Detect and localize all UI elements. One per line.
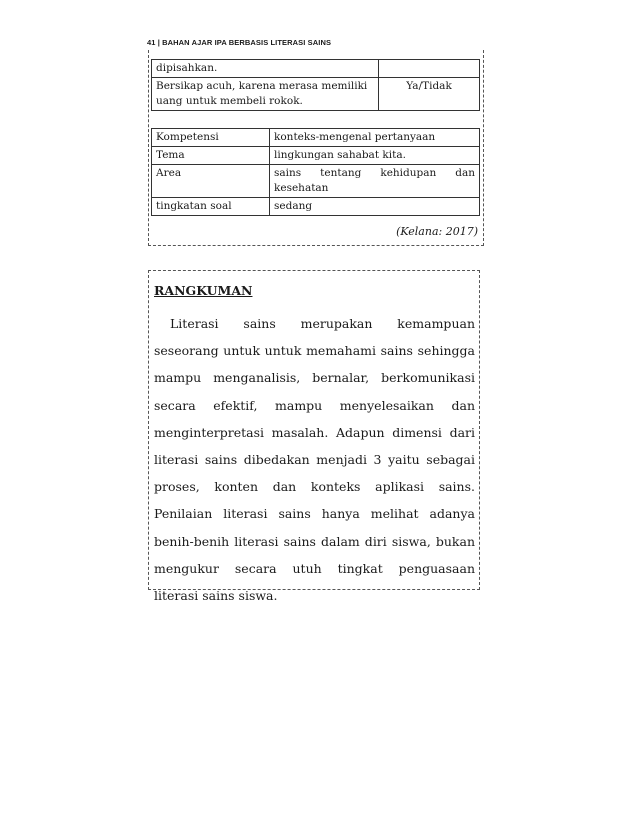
meta-value: sedang	[270, 198, 480, 216]
table-row	[152, 78, 480, 111]
table-row	[152, 129, 480, 147]
meta-value: konteks-mengenal pertanyaan	[270, 129, 480, 147]
summary-text: Literasi sains merupakan kemampuan seseorang untuk untuk memahami sains sehingga mampu menganalisis, bernalar, berkomunikasi secara efektif, mampu menyelesaikan dan menginterpretasi masalah. Adapun dimensi dari literasi sains dibedakan menjadi 3 yaitu sebagai proses, konten dan konteks aplikasi sains. Penilaian literasi sains hanya melihat adanya benih-benih literasi sains dalam diri siswa, bukan mengukur secara utuh tingkat penguasaan literasi sains siswa.	[154, 316, 475, 604]
table-row	[152, 147, 480, 165]
citation: (Kelana: 2017)	[396, 225, 478, 238]
meta-label: tingkatan soal	[152, 198, 270, 216]
meta-label: Tema	[152, 147, 270, 165]
table-row	[152, 165, 480, 198]
answer-cell	[379, 60, 480, 78]
meta-table	[151, 128, 480, 216]
meta-label: Area	[152, 165, 270, 198]
meta-value: lingkungan sahabat kita.	[270, 147, 480, 165]
table-row	[152, 60, 480, 78]
meta-label: Kompetensi	[152, 129, 270, 147]
statement-cell: Bersikap acuh, karena merasa memiliki uang untuk membeli rokok.	[152, 78, 379, 111]
answer-table	[151, 59, 480, 111]
table-row	[152, 198, 480, 216]
summary-title: RANGKUMAN	[154, 283, 253, 298]
page-header: 41 | BAHAN AJAR IPA BERBASIS LITERASI SAINS	[147, 38, 332, 47]
summary-box	[148, 270, 480, 604]
answer-cell: Ya/Tidak	[379, 78, 480, 111]
statement-cell: dipisahkan.	[152, 60, 379, 78]
meta-value: sains tentang kehidupan dan kesehatan	[270, 165, 480, 198]
